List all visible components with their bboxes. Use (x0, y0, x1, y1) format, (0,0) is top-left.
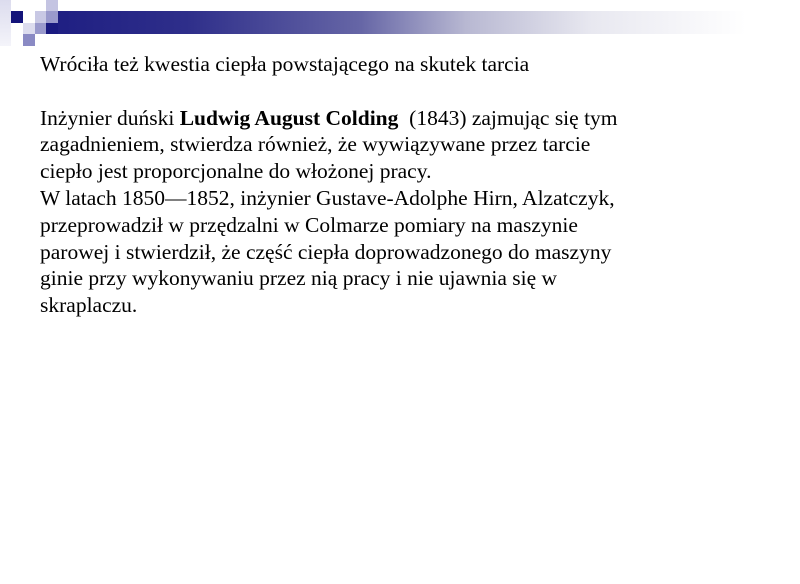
slide-body (40, 51, 780, 319)
header-bar (46, 11, 746, 34)
slide-heading: Wróciła też kwestia ciepła powstającego na skutek tarcia (40, 52, 530, 76)
text-run: (1843) zajmując się tym (398, 105, 618, 130)
light-square-low (23, 23, 35, 34)
paragraph-line: skraplaczu. (40, 293, 138, 318)
blank-line (40, 78, 780, 105)
paragraph-line: zagadnieniem, stwierdza również, że wywiązywane przez tarcie (40, 132, 591, 157)
faint-strip (0, 0, 11, 46)
light-square-mid (35, 11, 46, 23)
medium-square-bottom (23, 34, 35, 46)
medium-square-low (35, 23, 46, 34)
person-name-bold: Ludwig August Colding (179, 105, 399, 130)
navy-square-low (46, 23, 58, 34)
light-square-top (46, 0, 58, 11)
paragraph-colding (40, 105, 780, 185)
medium-square-mid (46, 11, 58, 23)
paragraph-line: przeprowadził w przędzalni w Colmarze pomiary na maszynie (40, 212, 578, 237)
header-decoration (0, 0, 800, 48)
paragraph-line (40, 105, 780, 132)
paragraph-hirn (40, 185, 780, 319)
paragraph-line: ginie przy wykonywaniu przez nią pracy i nie ujawnia się w (40, 266, 558, 291)
text-run: Inżynier duński (40, 105, 180, 130)
paragraph-line: W latach 1850—1852, inżynier Gustave-Adolphe Hirn, Alzatczyk, (40, 185, 615, 210)
navy-square (11, 11, 23, 23)
paragraph-line: ciepło jest proporcjonalne do włożonej pracy. (40, 159, 432, 184)
paragraph-line: parowej i stwierdził, że część ciepła doprowadzonego do maszyny (40, 239, 612, 264)
